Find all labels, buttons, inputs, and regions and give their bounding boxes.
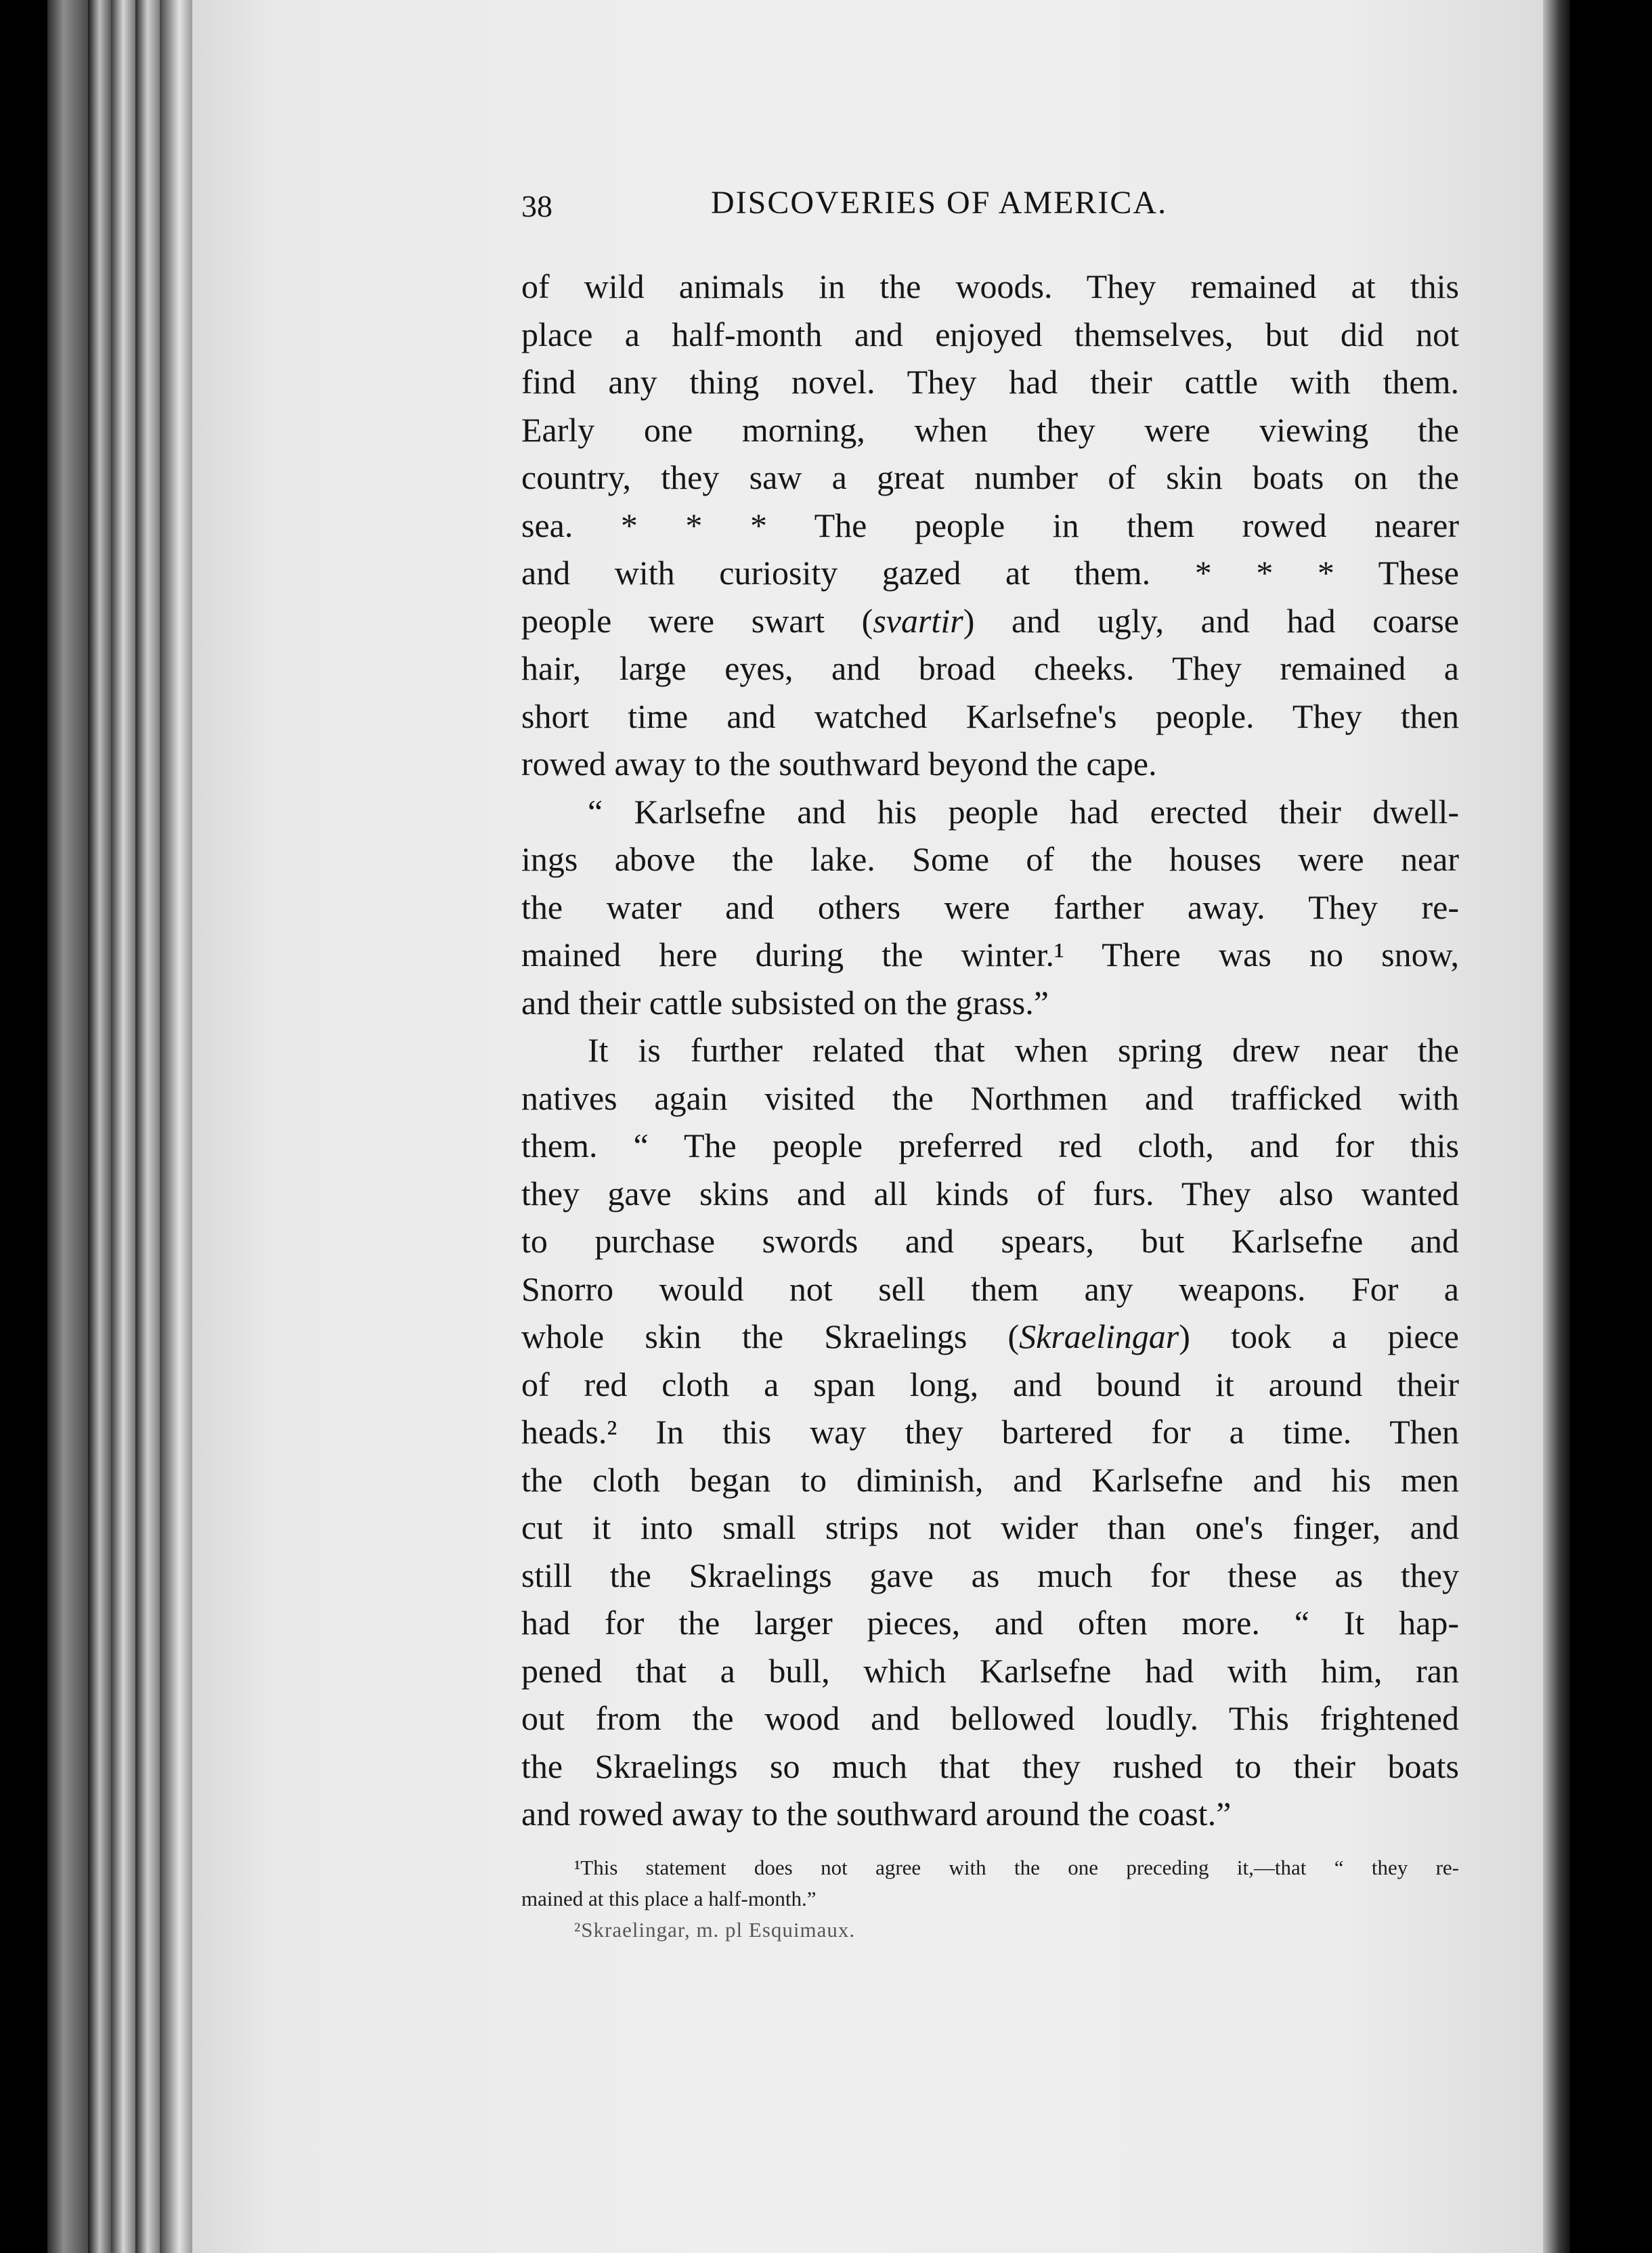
text-line: find any thing novel. They had their cattle with them. [521,363,1459,401]
text-line: hair, large eyes, and broad cheeks. They remained a [521,649,1459,687]
footnotes [521,1852,1459,1946]
text-line: had for the larger pieces, and often more. “ It hap- [521,1604,1459,1642]
text-line: pened that a bull, which Karlsefne had with him, ran [521,1651,1459,1690]
page-header [521,184,1496,232]
text-line: short time and watched Karlsefne's people. They then [521,697,1459,735]
text-line: Early one morning, when they were viewing the [521,410,1459,449]
text-line: sea. * * * The people in them rowed nearer [521,506,1459,544]
page-number: 38 [521,189,552,223]
text-line: natives again visited the Northmen and trafficked with [521,1078,1459,1117]
footnote-line: ²Skraelingar, m. pl Esquimaux. [574,1918,856,1942]
book-edge [47,0,88,2253]
text-line: still the Skraelings gave as much for these as they [521,1556,1459,1594]
text-line: out from the wood and bellowed loudly. This frightened [521,1699,1459,1737]
book-edge [111,0,135,2253]
text-line: and with curiosity gazed at them. * * * These [521,554,1459,592]
text-line: rowed away to the southward beyond the cape. [521,745,1157,783]
scan-border [1570,0,1652,2253]
footnote-line: mained at this place a half-month.” [521,1887,817,1910]
text-line: of red cloth a span long, and bound it around their [521,1365,1459,1403]
text-line: people were swart (svartir) and ugly, and had coarse [521,601,1459,640]
text-line: and their cattle subsisted on the grass.” [521,983,1049,1022]
text-line: “ Karlsefne and his people had erected their dwell- [588,792,1459,831]
page-gutter-shadow [1543,0,1570,2253]
text-line: they gave skins and all kinds of furs. They also wanted [521,1174,1459,1212]
text-line: the cloth began to diminish, and Karlsefne and his men [521,1460,1459,1499]
footnote-line: ¹This statement does not agree with the one preceding it,—that “ they re- [574,1856,1459,1879]
text-line: them. “ The people preferred red cloth, and for this [521,1126,1459,1164]
text-line: mained here during the winter.¹ There was no snow, [521,936,1459,974]
text-line: the water and others were farther away. They re- [521,888,1459,926]
text-line: and rowed away to the southward around the coast.” [521,1795,1232,1833]
book-edge [135,0,160,2253]
text-line: whole skin the Skraelings (Skraelingar) took a piece [521,1317,1459,1355]
body-text [521,263,1459,1838]
text-line: Snorro would not sell them any weapons. For a [521,1269,1459,1308]
italic-term: svartir [873,601,963,640]
text-line: heads.² In this way they bartered for a time. Then [521,1413,1459,1451]
running-head: DISCOVERIES OF AMERICA. [711,185,1168,221]
text-line: It is further related that when spring drew near the [588,1031,1459,1069]
text-line: country, they saw a great number of skin boats on the [521,458,1459,496]
text-line: ings above the lake. Some of the houses were near [521,840,1459,878]
italic-term: Skraelingar [1019,1317,1179,1355]
text-line: to purchase swords and spears, but Karlsefne and [521,1222,1459,1260]
book-edge [160,0,192,2253]
book-edge [88,0,111,2253]
text-line: of wild animals in the woods. They remained at this [521,267,1459,305]
text-line: the Skraelings so much that they rushed to their boats [521,1747,1459,1785]
text-line: place a half-month and enjoyed themselves, but did not [521,315,1459,353]
text-line: cut it into small strips not wider than one's finger, and [521,1508,1459,1546]
